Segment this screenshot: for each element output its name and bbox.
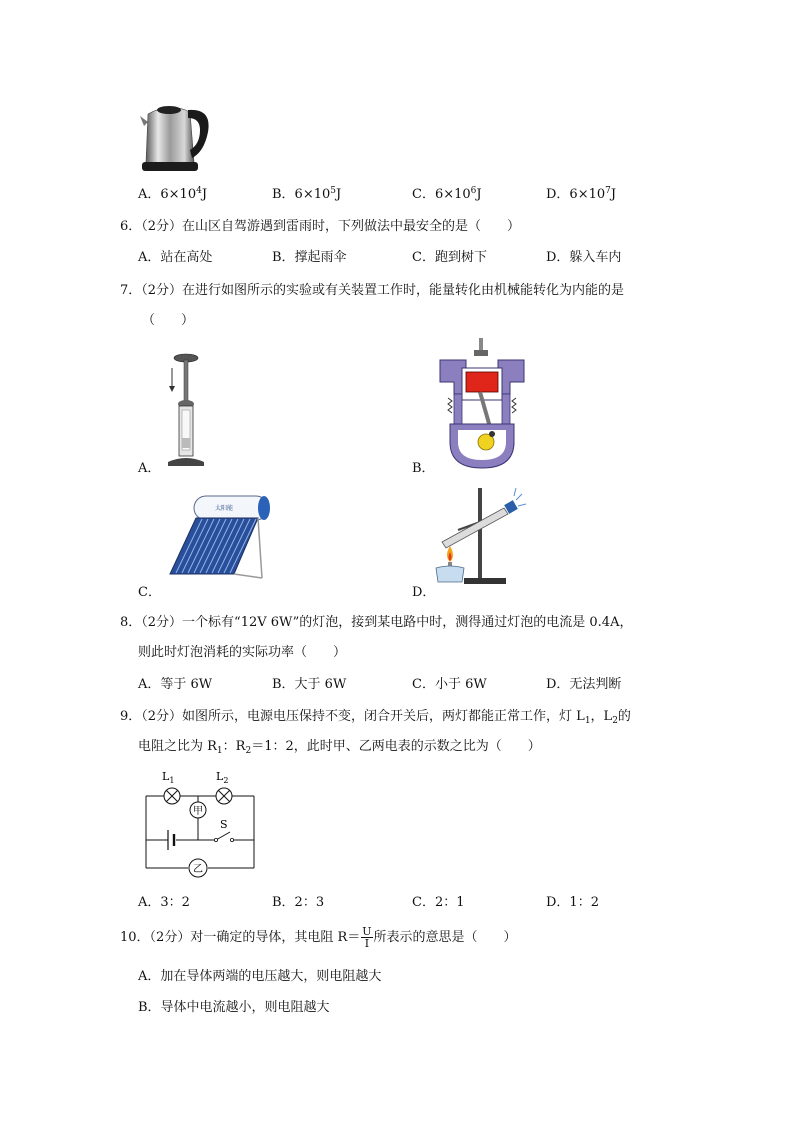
kettle-illustration — [138, 96, 214, 176]
q9-stem-line2: 电阻之比为 $R_1$：$R_2=1$：2，此时甲、乙两电表的示数之比为（ ） — [138, 739, 541, 756]
q8-option-a: A．等于 6W — [138, 677, 213, 692]
meter-yi-label: 乙 — [193, 864, 203, 875]
q8-stem-line1: 8．（2分）一个标有“12V 6W”的灯泡，接到某电路中时，测得通过灯泡的电流是 0.4A， — [120, 615, 633, 630]
q6-stem: 6．（2分）在山区自驾游遇到雷雨时，下列做法中最安全的是（ ） — [120, 219, 521, 234]
q10-stem: 10．（2分）对一确定的导体，其电阻 R＝ $\frac{U}{I}$ 所表示的意思是（ ） — [120, 925, 517, 950]
q7-label-d: D． — [412, 585, 436, 600]
q10-option-b: B．导体中电流越小，则电阻越大 — [138, 1000, 330, 1015]
q5-option-c: C．$6\times 10^6J$ — [412, 186, 482, 202]
q7-label-b: B． — [412, 461, 435, 476]
q6-option-c: C．跑到树下 — [412, 250, 487, 265]
test-tube-burner-illustration — [428, 486, 528, 588]
air-compression-piston-illustration — [160, 350, 210, 468]
q7-label-c: C． — [138, 585, 161, 600]
q8-option-c: C．小于 6W — [412, 677, 487, 692]
q8-option-d: D．无法判断 — [546, 677, 622, 692]
q6-option-a: A．站在高处 — [138, 250, 213, 265]
q7-stem-line2: （ ） — [142, 313, 195, 328]
lamp-l1-label: $L_1$ — [162, 770, 175, 785]
meter-jia-label: 甲 — [193, 806, 203, 817]
q9-option-a: A．3：2 — [138, 895, 190, 910]
q9-option-c: C．2：1 — [412, 895, 465, 910]
q7-stem-line1: 7．（2分）在进行如图所示的实验或有关装置工作时，能量转化由机械能转化为内能的是 — [120, 283, 625, 298]
engine-cylinder-illustration — [436, 338, 528, 470]
q9-option-d: D．1：2 — [546, 895, 599, 910]
switch-label: S — [220, 818, 228, 831]
q5-option-a: A．$6\times 10^4J$ — [138, 186, 208, 202]
q8-stem-line2: 则此时灯泡消耗的实际功率（ ） — [138, 645, 347, 660]
circuit-diagram — [140, 768, 260, 880]
q7-label-a: A． — [138, 461, 161, 476]
q9-option-b: B．2：3 — [272, 895, 325, 910]
q6-option-d: D．躲入车内 — [546, 250, 622, 265]
q6-option-b: B．撑起雨伞 — [272, 250, 347, 265]
lamp-l2-label: $L_2$ — [216, 770, 229, 785]
lamp-l1-symbol — [164, 788, 180, 804]
resistance-fraction: $\frac{U}{I}$ — [362, 925, 372, 950]
q10-option-a: A．加在导体两端的电压越大，则电阻越大 — [138, 969, 382, 984]
lamp-l2-symbol — [216, 788, 232, 804]
q5-option-b: B．$6\times 10^5J$ — [272, 186, 342, 202]
heater-brand-text: 太阳能 — [214, 505, 234, 512]
q8-option-b: B．大于 6W — [272, 677, 347, 692]
q5-option-d: D．$6\times 10^7J$ — [546, 186, 617, 202]
q9-stem-line1: 9．（2分）如图所示，电源电压保持不变，闭合开关后，两灯都能正常工作，灯 $L_1$，$L_2$的 — [120, 709, 631, 726]
solar-water-heater-illustration — [166, 494, 274, 580]
